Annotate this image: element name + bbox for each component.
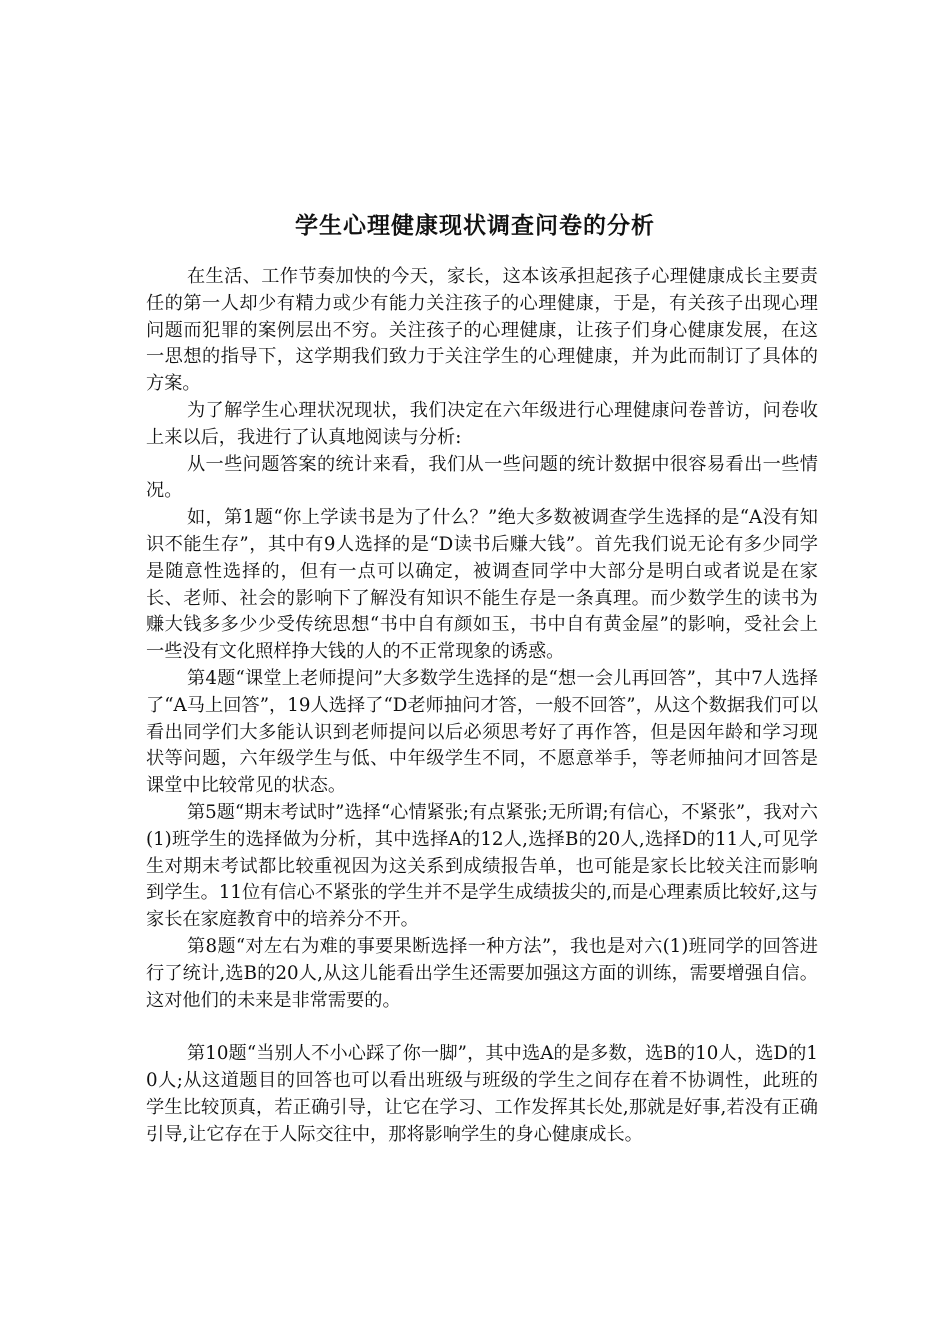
document-title: 学生心理健康现状调查问卷的分析 — [295, 213, 655, 239]
document-body — [146, 264, 818, 1148]
paragraph-question-1: 如，第1题“你上学读书是为了什么？”绝大多数被调查学生选择的是“A没有知识不能生存”，其中有9人选择的是“D读书后赚大钱”。首先我们说无论有多少同学是随意性选择的，但有一点可以确定，被调查同学中大部分是明白或者说是在家长、老师、社会的影响下了解没有知识不能生存是一条真理。而少数学生的读书为赚大钱多多少少受传统思想“书中自有颜如玉，书中自有黄金屋”的影响，受社会上一些没有文化照样挣大钱的人的不正常现象的诱惑。 — [146, 507, 818, 663]
paragraph-question-5: 第5题“期末考试时”选择“心情紧张;有点紧张;无所谓;有信心，不紧张”，我对六(1)班学生的选择做为分析，其中选择A的12人,选择B的20人,选择D的11人,可见学生对期末考试都比较重视因为这关系到成绩报告单，也可能是家长比较关注而影响到学生。11位有信心不紧张的学生并不是学生成绩拔尖的,而是心理素质比较好,这与家长在家庭教育中的培养分不开。 — [146, 801, 818, 931]
paragraph-statistics-overview: 从一些问题答案的统计来看，我们从一些问题的统计数据中很容易看出一些情况。 — [146, 453, 818, 502]
paragraph-question-4: 第4题“课堂上老师提问”大多数学生选择的是“想一会儿再回答”，其中7人选择了“A马上回答”，19人选择了“D老师抽问才答，一般不回答”，从这个数据我们可以看出同学们大多能认识到老师提问以后必须思考好了再作答，但是因年龄和学习现状等问题，六年级学生与低、中年级学生不同，不愿意举手，等老师抽问才回答是课堂中比较常见的状态。 — [146, 667, 818, 797]
paragraph-question-10: 第10题“当别人不小心踩了你一脚”，其中选A的是多数，选B的10人，选D的10人;从这道题目的回答也可以看出班级与班级的学生之间存在着不协调性，此班的学生比较顶真，若正确引导，让它在学习、工作发挥其长处,那就是好事,若没有正确引导,让它存在于人际交往中，那将影响学生的身心健康成长。 — [146, 1043, 818, 1145]
paragraph-question-8: 第8题“对左右为难的事要果断选择一种方法”，我也是对六(1)班同学的回答进行了统计,选B的20人,从这儿能看出学生还需要加强这方面的训练，需要增强自信。这对他们的未来是非常需要的。 — [146, 935, 818, 1011]
paragraph-survey-purpose: 为了解学生心理状况现状，我们决定在六年级进行心理健康问卷普访，问卷收上来以后，我进行了认真地阅读与分析: — [146, 399, 818, 448]
paragraph-intro: 在生活、工作节奏加快的今天，家长，这本该承担起孩子心理健康成长主要责任的第一人却少有精力或少有能力关注孩子的心理健康，于是，有关孩子出现心理问题而犯罪的案例层出不穷。关注孩子的心理健康，让孩子们身心健康发展，在这一思想的指导下，这学期我们致力于关注学生的心理健康，并为此而制订了具体的方案。 — [146, 266, 818, 395]
